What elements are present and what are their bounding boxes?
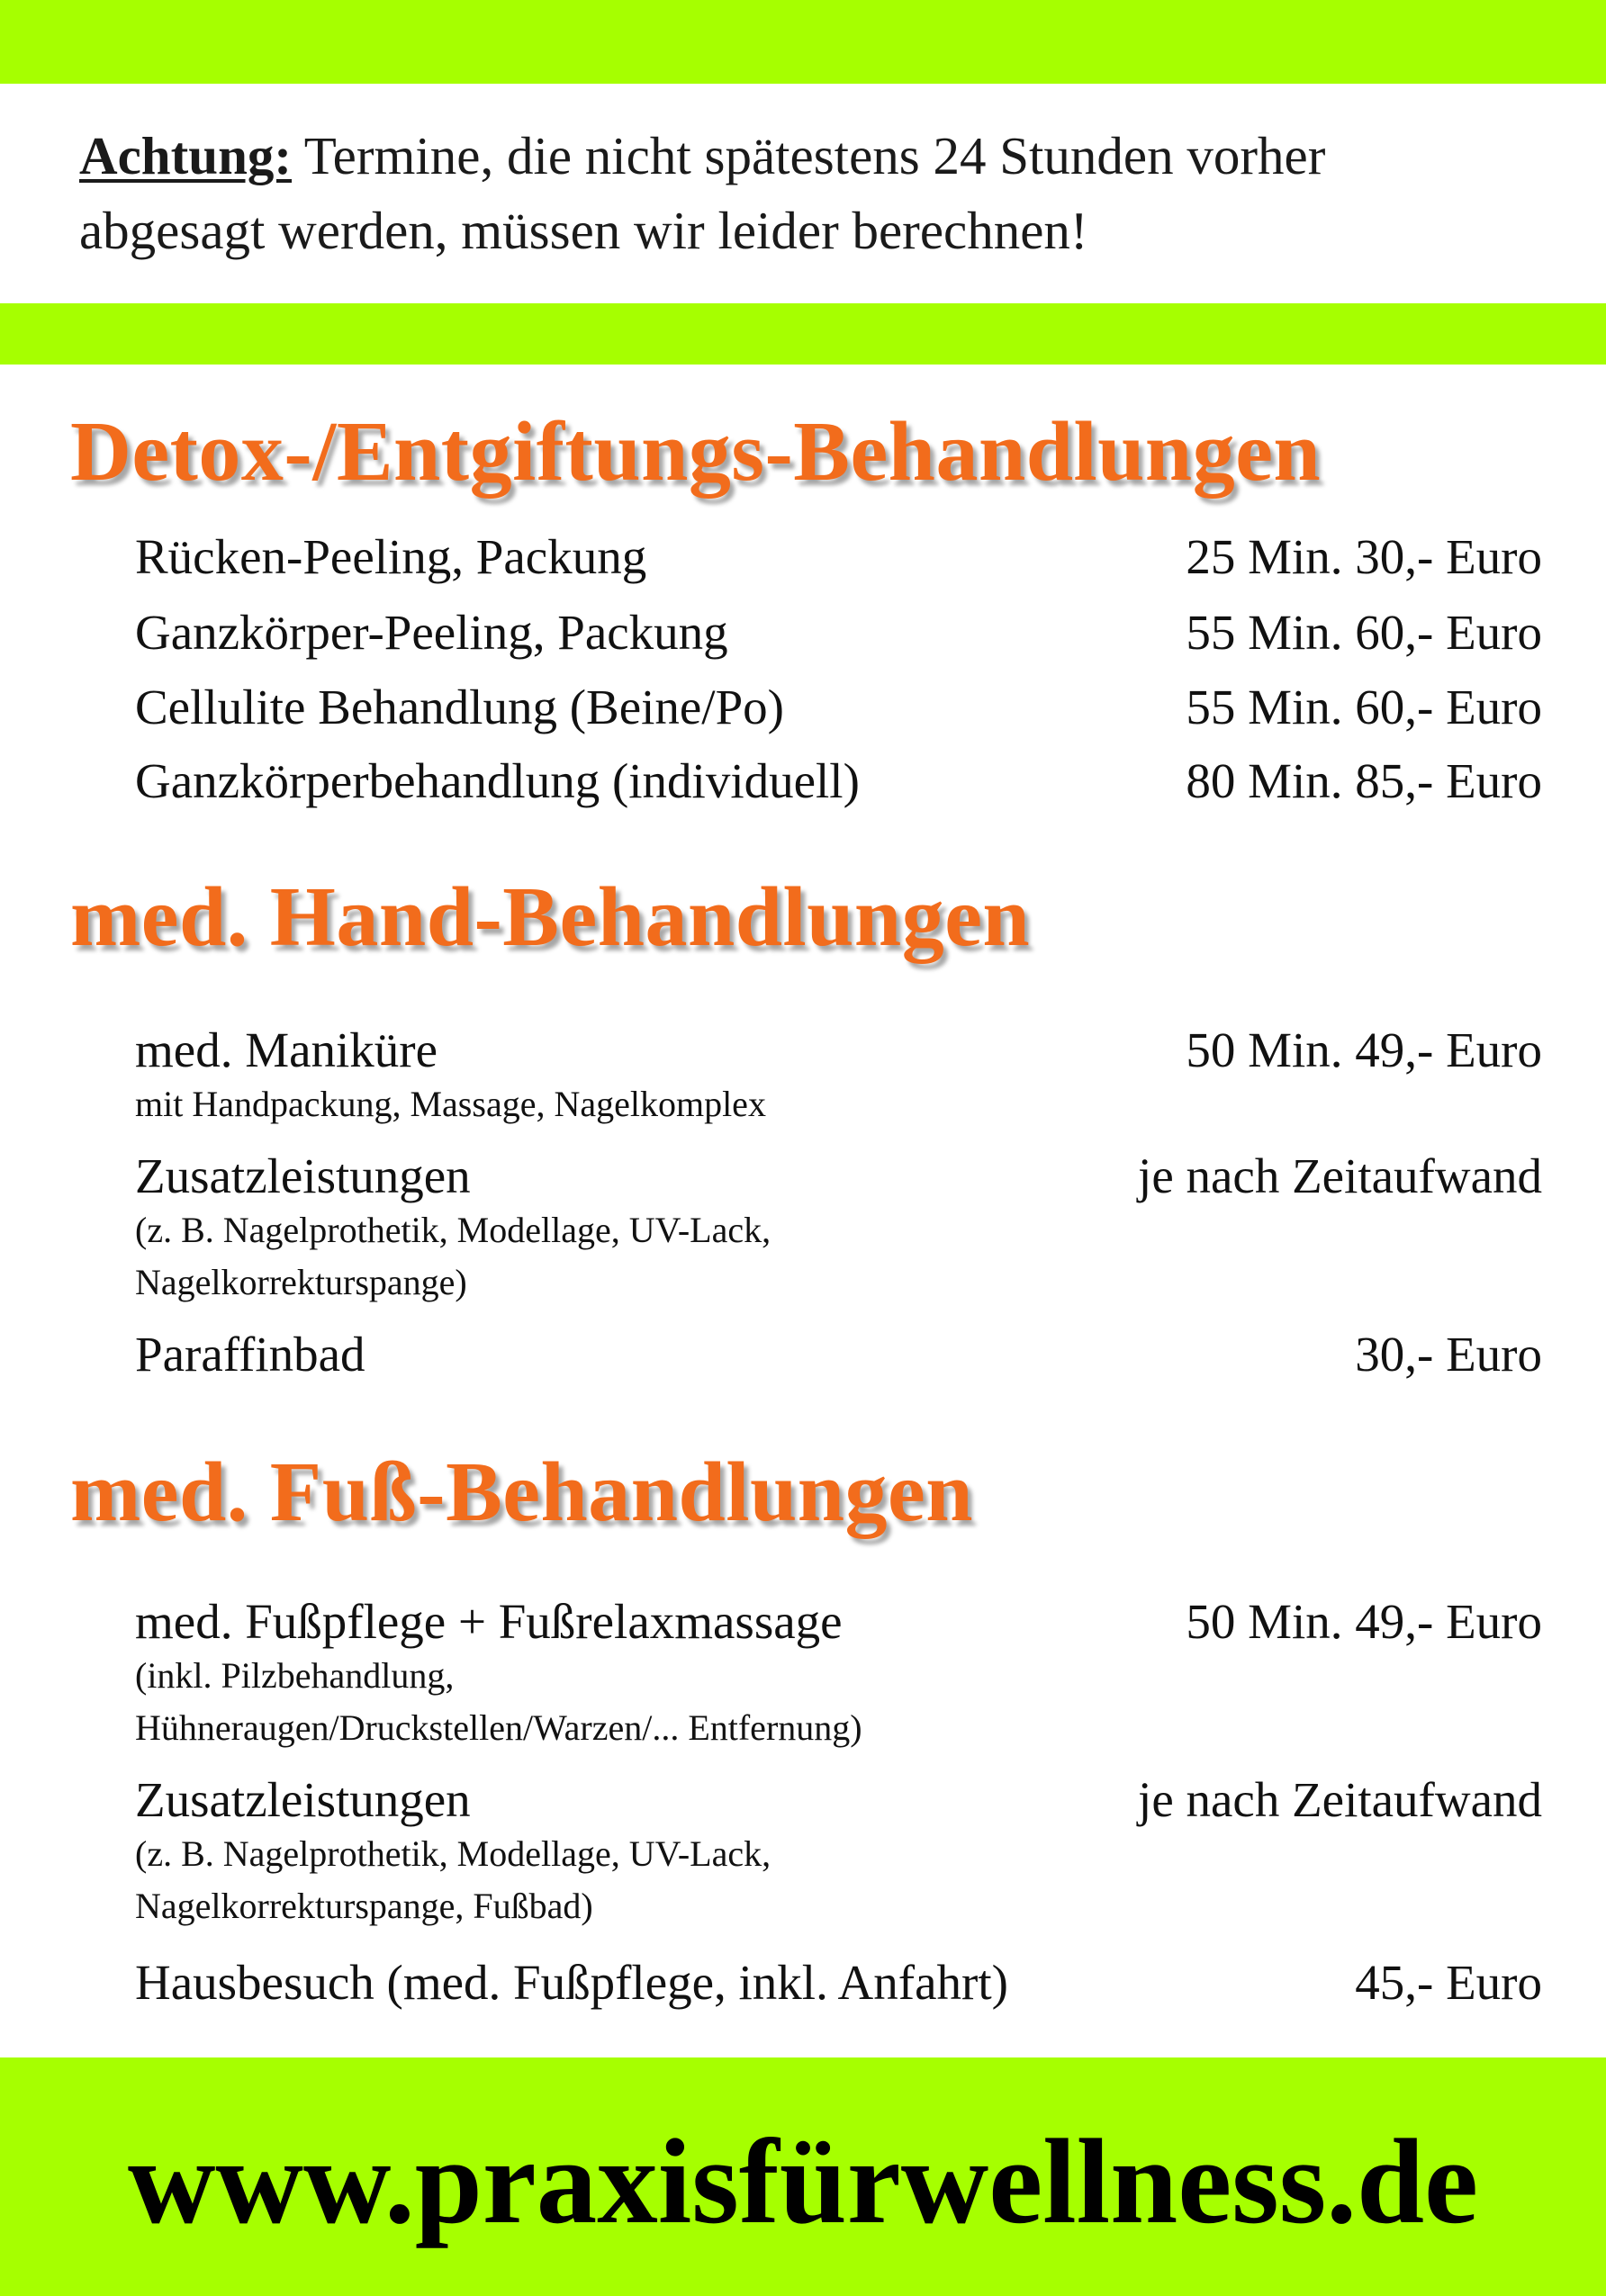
notice-text-1: Termine, die nicht spätestens 24 Stunden vorher xyxy=(292,126,1326,185)
service-price: 50 Min. 49,- Euro xyxy=(1186,1022,1542,1077)
service-title: Rücken-Peeling, Packung xyxy=(135,529,647,584)
section-heading-foot: med. Fuß-Behandlungen xyxy=(70,1445,974,1539)
service-price: 45,- Euro xyxy=(1355,1955,1542,2010)
notice-line-2: abgesagt werden, müssen wir leider berechnen! xyxy=(79,201,1088,260)
service-price: 30,- Euro xyxy=(1355,1327,1542,1382)
service-description: Nagelkorrekturspange) xyxy=(135,1262,467,1302)
service-title: Hausbesuch (med. Fußpflege, inkl. Anfahrt) xyxy=(135,1955,1008,2010)
service-description: mit Handpackung, Massage, Nagelkomplex xyxy=(135,1084,766,1124)
service-title: Ganzkörper-Peeling, Packung xyxy=(135,605,728,660)
notice-label: Achtung: xyxy=(79,126,293,185)
website-url: www.praxisfürwellness.de xyxy=(127,2115,1479,2249)
service-price: 50 Min. 49,- Euro xyxy=(1186,1594,1542,1649)
service-description: (inkl. Pilzbehandlung, xyxy=(135,1655,455,1696)
notice-line-1 xyxy=(79,119,1556,194)
service-description: (z. B. Nagelprothetik, Modellage, UV-Lack, xyxy=(135,1210,771,1250)
service-description: Nagelkorrekturspange, Fußbad) xyxy=(135,1886,593,1926)
service-description: (z. B. Nagelprothetik, Modellage, UV-Lack, xyxy=(135,1833,771,1874)
service-title: Cellulite Behandlung (Beine/Po) xyxy=(135,680,784,734)
service-title: Zusatzleistungen xyxy=(135,1148,471,1203)
service-price: je nach Zeitaufwand xyxy=(1138,1772,1542,1827)
middle-accent-band xyxy=(0,303,1606,365)
service-title: Paraffinbad xyxy=(135,1327,365,1382)
top-accent-band xyxy=(0,0,1606,84)
cancellation-notice xyxy=(79,119,1556,268)
section-heading-detox: Detox-/Entgiftungs-Behandlungen xyxy=(70,405,1322,499)
service-title: med. Maniküre xyxy=(135,1022,438,1077)
service-description: Hühneraugen/Druckstellen/Warzen/... Entfernung) xyxy=(135,1707,862,1748)
service-price: je nach Zeitaufwand xyxy=(1138,1148,1542,1203)
service-price: 25 Min. 30,- Euro xyxy=(1186,529,1542,584)
service-title: Ganzkörperbehandlung (individuell) xyxy=(135,753,860,808)
service-price: 80 Min. 85,- Euro xyxy=(1186,753,1542,808)
service-price: 55 Min. 60,- Euro xyxy=(1186,680,1542,734)
service-title: med. Fußpflege + Fußrelaxmassage xyxy=(135,1594,843,1649)
section-heading-hand: med. Hand-Behandlungen xyxy=(70,870,1031,964)
service-title: Zusatzleistungen xyxy=(135,1772,471,1827)
service-price: 55 Min. 60,- Euro xyxy=(1186,605,1542,660)
